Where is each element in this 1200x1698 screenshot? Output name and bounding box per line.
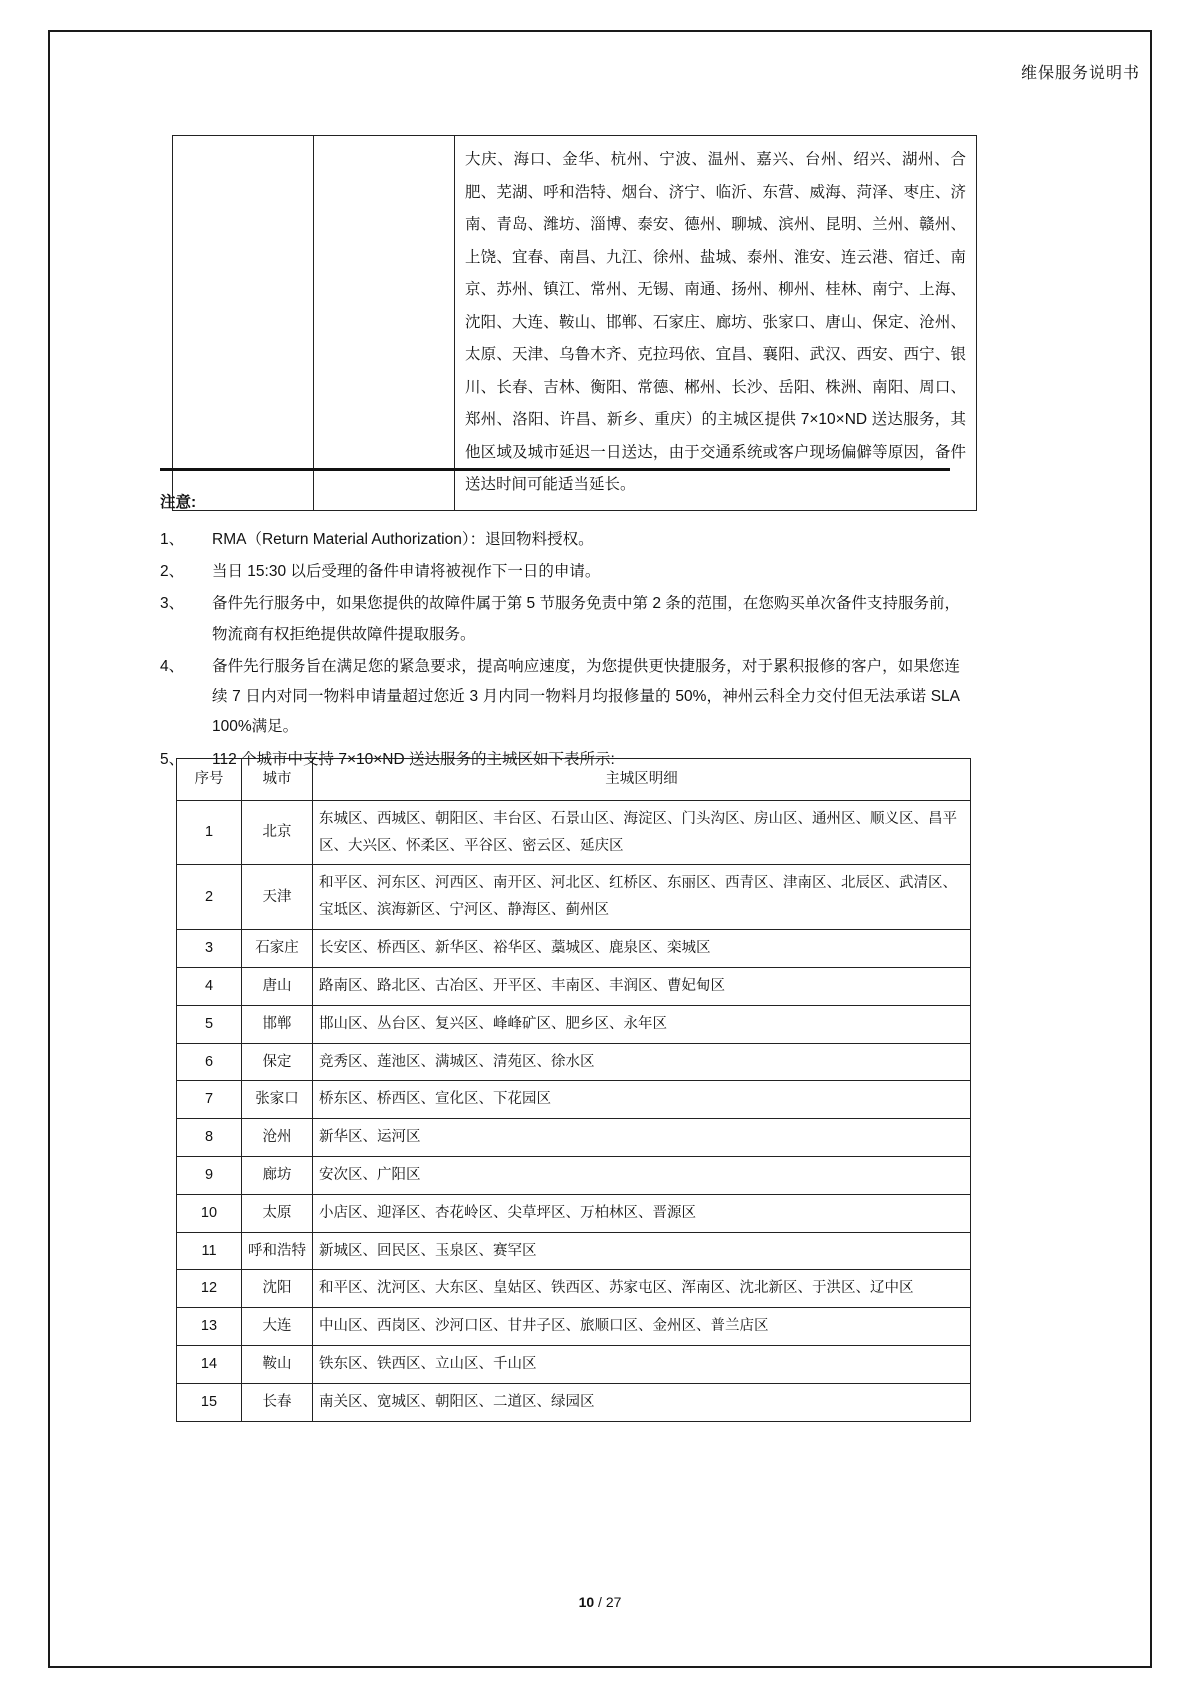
list-item-number: 4、 [160, 657, 185, 675]
column-header-index: 序号 [177, 759, 242, 801]
cell-city: 唐山 [242, 967, 313, 1005]
footer-total-pages: 27 [605, 1594, 622, 1610]
cell-col1 [173, 136, 314, 511]
cell-index: 4 [177, 967, 242, 1005]
document-header-title: 维保服务说明书 [1020, 65, 1140, 82]
cell-city: 北京 [242, 800, 313, 865]
cell-coverage-description: 大庆、海口、金华、杭州、宁波、温州、嘉兴、台州、绍兴、湖州、合肥、芜湖、呼和浩特、烟台、济宁、临沂、东营、威海、菏泽、枣庄、济南、青岛、潍坊、淄博、泰安、德州、聊城、滨州、昆明、兰州、赣州、上饶、宜春、南昌、九江、徐州、盐城、泰州、淮安、连云港、宿迁、南京、苏州、镇江、常州、无锡、南通、扬州、柳州、桂林、南宁、上海、沈阳、大连、鞍山、邯郸、石家庄、廊坊、张家口、唐山、保定、沧州、太原、天津、乌鲁木齐、克拉玛依、宜昌、襄阳、武汉、西安、西宁、银川、长春、吉林、衡阳、常德、郴州、长沙、岳阳、株洲、南阳、周口、郑州、洛阳、许昌、新乡、重庆）的主城区提供 7×10×ND 送达服务，其他区域及城市延迟一日送达，由于交通系统或客户现场偏僻等原因，备件送达时间可能适当延长。 [455, 136, 977, 511]
notice-list [160, 525, 960, 777]
cell-index: 7 [177, 1081, 242, 1119]
list-item-number: 1、 [160, 531, 185, 548]
cell-city: 天津 [242, 865, 313, 930]
cell-city: 太原 [242, 1194, 313, 1232]
cell-districts: 竞秀区、莲池区、满城区、清苑区、徐水区 [313, 1043, 971, 1081]
cell-city: 沧州 [242, 1119, 313, 1157]
list-item [160, 652, 960, 743]
cell-city: 廊坊 [242, 1156, 313, 1194]
table-row [177, 1119, 971, 1157]
continued-service-table [172, 135, 977, 511]
cell-city: 呼和浩特 [242, 1232, 313, 1270]
cell-districts: 铁东区、铁西区、立山区、千山区 [313, 1346, 971, 1384]
cell-index: 14 [177, 1346, 242, 1384]
cell-index: 12 [177, 1270, 242, 1308]
list-item [160, 557, 960, 587]
horizontal-rule [160, 468, 950, 471]
cell-index: 1 [177, 800, 242, 865]
list-item [160, 525, 960, 555]
cell-city: 大连 [242, 1308, 313, 1346]
cell-districts: 小店区、迎泽区、杏花岭区、尖草坪区、万柏林区、晋源区 [313, 1194, 971, 1232]
table-row [177, 1081, 971, 1119]
table-row [177, 1270, 971, 1308]
cell-col2 [314, 136, 455, 511]
cell-index: 11 [177, 1232, 242, 1270]
footer-separator: / [598, 1594, 602, 1610]
table-header-row [177, 759, 971, 801]
table-row [173, 136, 977, 511]
city-district-table [176, 758, 971, 1422]
table-row [177, 865, 971, 930]
notice-heading: 注意: [160, 494, 197, 511]
cell-city: 张家口 [242, 1081, 313, 1119]
cell-city: 保定 [242, 1043, 313, 1081]
table-row [177, 800, 971, 865]
list-item-text: 备件先行服务旨在满足您的紧急要求，提高响应速度，为您提供更快捷服务，对于累积报修的客户，如果您连续 7 日内对同一物料申请量超过您近 3 月内同一物料月均报修量的 50%，神州云科全力交付但无法承诺 SLA 100%满足。 [212, 657, 960, 736]
cell-districts: 和平区、河东区、河西区、南开区、河北区、红桥区、东丽区、西青区、津南区、北辰区、武清区、宝坻区、滨海新区、宁河区、静海区、蓟州区 [313, 865, 971, 930]
cell-index: 10 [177, 1194, 242, 1232]
page-footer [0, 1594, 1200, 1610]
footer-current-page: 10 [578, 1594, 595, 1610]
table-row [177, 1383, 971, 1421]
column-header-districts: 主城区明细 [313, 759, 971, 801]
list-item [160, 589, 960, 649]
cell-index: 13 [177, 1308, 242, 1346]
cell-districts: 东城区、西城区、朝阳区、丰台区、石景山区、海淀区、门头沟区、房山区、通州区、顺义区、昌平区、大兴区、怀柔区、平谷区、密云区、延庆区 [313, 800, 971, 865]
cell-city: 长春 [242, 1383, 313, 1421]
cell-districts: 长安区、桥西区、新华区、裕华区、藁城区、鹿泉区、栾城区 [313, 930, 971, 968]
table-row [177, 1232, 971, 1270]
cell-index: 2 [177, 865, 242, 930]
list-item-text: 当日 15:30 以后受理的备件申请将被视作下一日的申请。 [212, 563, 601, 581]
cell-city: 石家庄 [242, 930, 313, 968]
cell-index: 15 [177, 1383, 242, 1421]
cell-city: 邯郸 [242, 1005, 313, 1043]
cell-districts: 和平区、沈河区、大东区、皇姑区、铁西区、苏家屯区、浑南区、沈北新区、于洪区、辽中区 [313, 1270, 971, 1308]
cell-index: 9 [177, 1156, 242, 1194]
list-item-number: 2、 [160, 563, 185, 581]
cell-index: 3 [177, 930, 242, 968]
cell-index: 8 [177, 1119, 242, 1157]
list-item-number: 3、 [160, 595, 185, 613]
cell-districts: 新华区、运河区 [313, 1119, 971, 1157]
cell-districts: 中山区、西岗区、沙河口区、甘井子区、旅顺口区、金州区、普兰店区 [313, 1308, 971, 1346]
cell-districts: 路南区、路北区、古冶区、开平区、丰南区、丰润区、曹妃甸区 [313, 967, 971, 1005]
list-item-text: 112 个城市中支持 7×10×ND 送达服务的主城区如下表所示: [212, 750, 615, 768]
list-item-text: RMA（Return Material Authorization）：退回物料授权。 [212, 531, 594, 548]
cell-index: 6 [177, 1043, 242, 1081]
table-row [177, 967, 971, 1005]
table-row [177, 1194, 971, 1232]
table-row [177, 1346, 971, 1384]
cell-city: 鞍山 [242, 1346, 313, 1384]
table-row [177, 1308, 971, 1346]
cell-city: 沈阳 [242, 1270, 313, 1308]
column-header-city: 城市 [242, 759, 313, 801]
cell-districts: 安次区、广阳区 [313, 1156, 971, 1194]
cell-districts: 桥东区、桥西区、宣化区、下花园区 [313, 1081, 971, 1119]
table-row [177, 1005, 971, 1043]
table-row [177, 930, 971, 968]
cell-districts: 新城区、回民区、玉泉区、赛罕区 [313, 1232, 971, 1270]
list-item-number: 5、 [160, 750, 185, 768]
list-item-text: 备件先行服务中，如果您提供的故障件属于第 5 节服务免责中第 2 条的范围，在您购买单次备件支持服务前，物流商有权拒绝提供故障件提取服务。 [212, 595, 960, 643]
cell-districts: 南关区、宽城区、朝阳区、二道区、绿园区 [313, 1383, 971, 1421]
table-row [177, 1043, 971, 1081]
cell-index: 5 [177, 1005, 242, 1043]
table-row [177, 1156, 971, 1194]
cell-districts: 邯山区、丛台区、复兴区、峰峰矿区、肥乡区、永年区 [313, 1005, 971, 1043]
